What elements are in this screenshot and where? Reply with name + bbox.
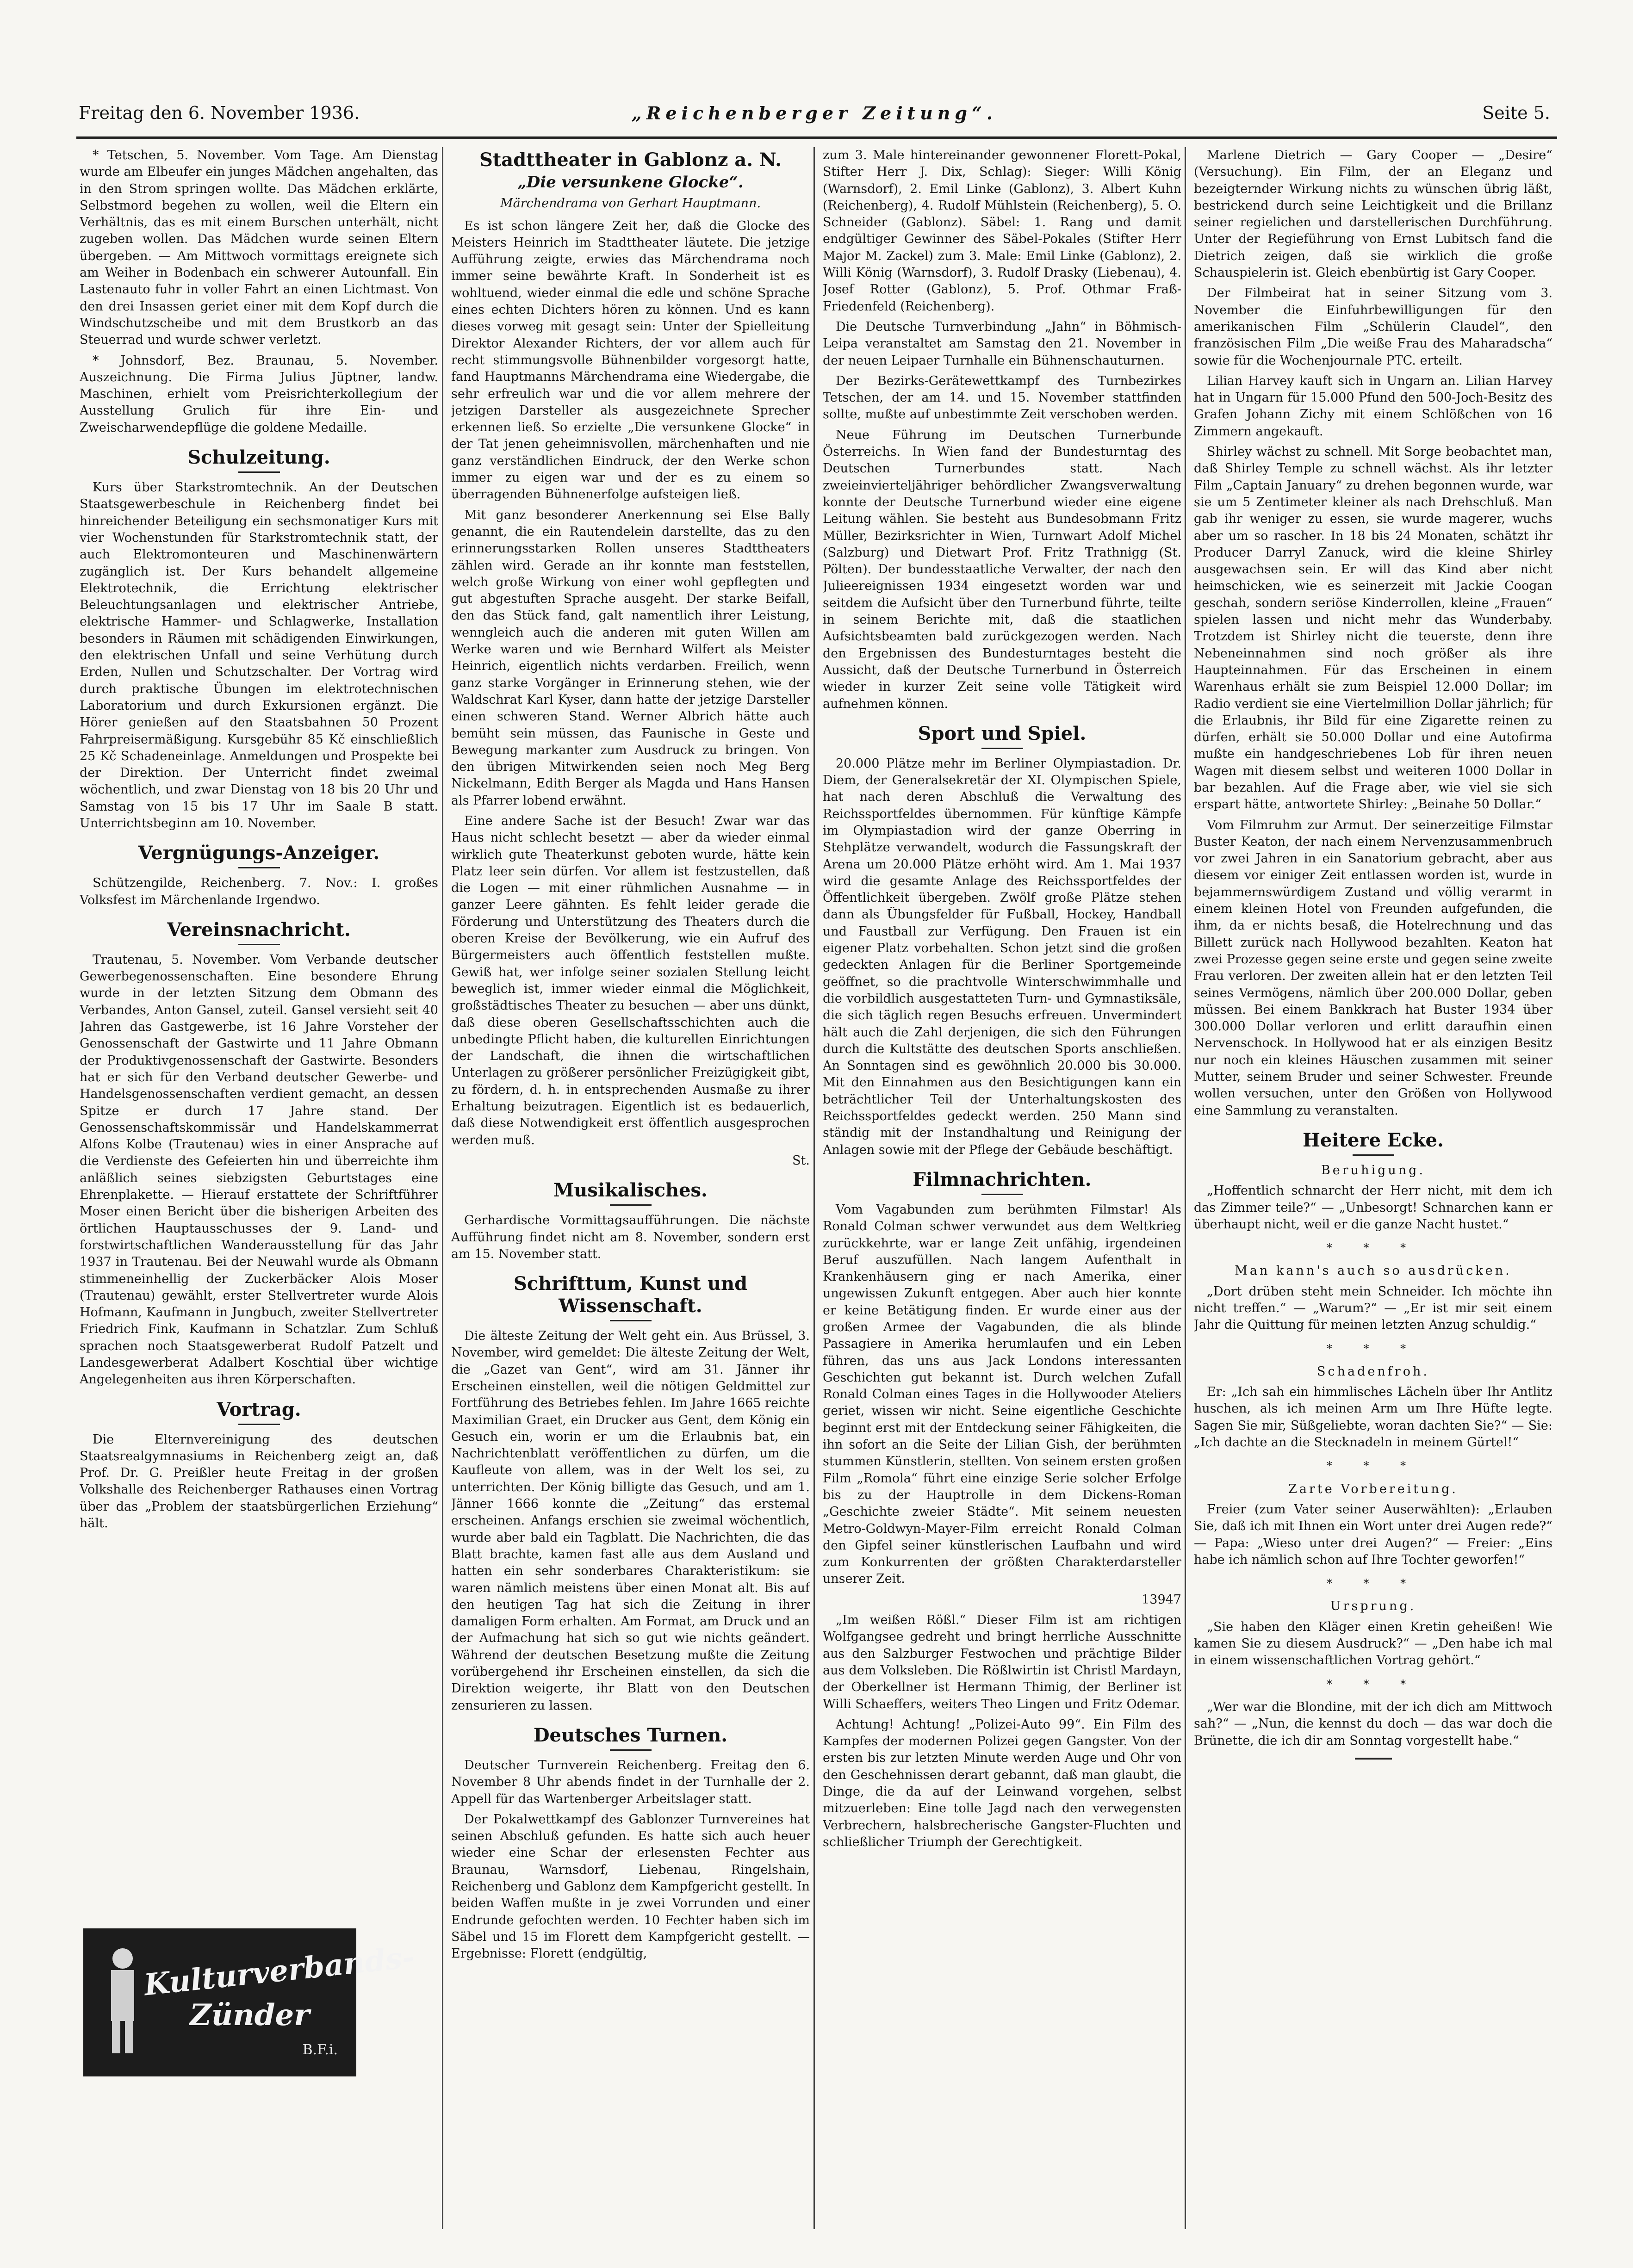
- header-paper-title: „Reichenberger Zeitung“.: [631, 103, 998, 124]
- separator-stars: * * *: [1326, 1577, 1420, 1590]
- article-olympiastadion: 20.000 Plätze mehr im Berliner Olympiastadion. Dr. Diem, der Generalsekretär der XI. Olympischen Spiele, hat nach deren Abschluß die Verwaltung des Reichssportfeldes übernommen. Für künftige Kämpfe im Olympiastadion wird der ganze Oberring in Stehplätze verwandelt, wodurch die Fassungskraft der Arena um 20.000 Plätze erhöht wird. Am 1. Mai 1937 wird die gesamte Anlage des Reichssportfeldes der Öffentlichkeit übergeben. Zwölf große Plätze stehen dann als Übungsfelder für Fußball, Hockey, Handball und Faustball zur Verfügung. Den Frauen ist ein eigener Platz vorbehalten. Schon jetzt sind die großen gedeckten Anlagen für die Berliner Sportgemeinde geöffnet, so die prachtvolle Winterschwimmhalle und die vorbildlich ausgestatteten Turn- und Gymnastiksäle, die sich täglich regen Besuchs erfreuen. Unvermindert hält auch die Zahl derjenigen, die sich den Führungen durch die Kultstätte des deutschen Sports anschließen. An Sonntagen sind es gewöhnlich 20.000 bis 30.000. Mit den Einnahmen aus den Besichtigungen kann ein beträchtlicher Teil der Unterhaltungskosten des Reichssportfeldes gedeckt werden. 250 Mann sind ständig mit der Instandhaltung und Reinigung der Anlagen sowie mit der Pflege der Gebäude beschäftigt.: [823, 756, 1181, 1157]
- theater-signature: St.: [792, 1153, 810, 1168]
- joke-text-3: Er: „Ich sah ein himmlisches Lächeln über Ihr Antlitz huschen, als ich meinen Arm um Ihre Hüfte legte. Sagen Sie mir, Süßgeliebte, woran dachten Sie?“ — Sie: „Ich dachte an die Stecknadeln in meinem Gürtel!“: [1194, 1385, 1552, 1450]
- joke-title-4: Zarte Vorbereitung.: [1288, 1481, 1458, 1496]
- section-rule: [981, 1194, 1023, 1195]
- article-trautenau: Trautenau, 5. November. Vom Verbande deutscher Gewerbegenossenschaften. Eine besondere Ehrung wurde in der letzten Sitzung dem Obmann des Verbandes, Anton Gansel, zuteil. Gansel versieht seit 40 Jahren das Gastgewerbe, ist 16 Jahre Vorsteher der Genossenschaft der Gastwirte und 11 Jahre Obmann der Produktivgenossenschaft der Gastwirte. Besonders hat er sich für den Verband deutscher Gewerbe- und Handelsgenossenschaften verdient gemacht, an dessen Spitze er durch 17 Jahre stand. Der Genossenschaftskommissär und Handelskammerrat Alfons Kolbe (Trautenau) wies in einer Ansprache auf die Verdienste des Gefeierten hin und überreichte ihm anläßlich seines siebzigsten Geburtstages eine Ehrenplakette. — Hierauf erstattete der Schriftführer Moser einen Bericht über die bisherigen Arbeiten des örtlichen Hauptausschusses der 9. Land- und forstwirtschaftlichen Wanderausstellung für das Jahr 1937 in Trautenau. Bei der Neuwahl wurde als Obmann stimmeneinhellig der Zuckerbäcker Alois Moser (Trautenau) gewählt, erster Stellvertreter wurde Alois Hofmann, Kaufmann in Jungbuch, zweiter Stellvertreter Friedrich Fink, Kaufmann in Schatzlar. Zum Schluß sprachen noch Staatsgewerberat Rudolf Patzelt und Landesgewerberat Adalbert Koschtial über wichtige Angelegenheiten aus ihren Körperschaften.: [80, 952, 438, 1387]
- theater-paragraph-3: Eine andere Sache ist der Besuch! Zwar war das Haus nicht schlecht besetzt — aber da wieder einmal wirklich gute Theaterkunst geboten wurde, hätte kein Platz leer sein dürfen. Vor allem ist festzustellen, daß die Logen — mit einer rühmlichen Ausnahme — in ganzer Leere gähnten. Es fehlt leider gerade die Förderung und Unterstützung des Theaters durch die oberen Kreise der Bevölkerung, wie ein Aufruf des Bürgermeisters auch öffentlich feststellen mußte. Gewiß hat, wer infolge seiner sozialen Stellung leicht beweglich ist, immer wieder einmal die Möglichkeit, großstädtisches Theater zu besuchen — aber uns dünkt, daß diese oberen Gesellschaftsschichten auch die unbedingte Pflicht haben, die kulturellen Einrichtungen der Landschaft, die ihnen die wirtschaftlichen Unterlagen zu größerer persönlicher Freizügigkeit gibt, zu fördern, d. h. in entsprechenden Ausmaße zu ihrer Erhaltung beizutragen. Eigentlich ist es bedauerlich, daß diese Notwendigkeit erst öffentlich ausgesprochen werden muß.: [451, 813, 810, 1147]
- section-title-sport: Sport und Spiel.: [918, 722, 1087, 744]
- header-date: Freitag den 6. November 1936.: [79, 103, 360, 123]
- advertisement-kulturverband: [83, 1928, 416, 2076]
- section-title-stadttheater: Stadttheater in Gablonz a. N.: [479, 149, 782, 171]
- column-rule: [813, 147, 815, 2229]
- section-title-verein: Vereinsnachricht.: [167, 918, 351, 941]
- article-jahn: Die Deutsche Turnverbindung „Jahn“ in Böhmisch-Leipa veranstaltet am Samstag den 21. November in der neuen Leipaer Turnhalle ein Bühnenschauturnen.: [823, 319, 1181, 368]
- article-harvey: Lilian Harvey kauft sich in Ungarn an. Lilian Harvey hat in Ungarn für 15.000 Pfund den 500-Joch-Besitz des Grafen Johann Zichy mit einem Schlößchen von 16 Zimmern angekauft.: [1194, 373, 1552, 439]
- section-rule: [610, 1204, 652, 1206]
- column-3: [823, 147, 1181, 2229]
- theater-paragraph-2: Mit ganz besonderer Anerkennung sei Else Bally genannt, die ein Rautendelein darstellte, das zu den erinnerungsstarken Rollen unseres Stadttheaters zählen wird. Gerade an ihr konnte man feststellen, welch große Wirkung von einer wohl gepflegten und gut abgestuften Sprache ausgeht. Der starke Beifall, den das Stück fand, galt namentlich ihrer Leistung, wenngleich auch die anderen mit guten Willen am Werke waren und wie Bernhard Wilfert als Meister Heinrich, eigentlich nichts verdarben. Freilich, wenn ganz starke Vorgänger in Erinnerung stehen, wie der Waldschrat Karl Kyser, dann hatte der jetzige Darsteller einen schweren Stand. Werner Albrich hätte auch bemüht sein müssen, das Faunische in Geste und Bewegung markanter zum Ausdruck zu bringen. Von den übrigen Mitwirkenden seien noch Meg Berg Nickelmann, Edith Berger als Magda und Hans Hansen als Pfarrer lobend erwähnt.: [451, 508, 810, 808]
- article-schuetzengilde: Schützengilde, Reichenberg. 7. Nov.: I. großes Volksfest im Märchenlande Irgendwo.: [80, 876, 438, 907]
- section-rule: [238, 471, 280, 473]
- section-rule: [1353, 1154, 1394, 1156]
- joke-title-1: Beruhigung.: [1321, 1163, 1426, 1177]
- section-title-musikalisches: Musikalisches.: [553, 1179, 708, 1202]
- section-title-vergnuegungs: Vergnügungs-Anzeiger.: [138, 842, 380, 864]
- section-title-schulzeitung: Schulzeitung.: [187, 446, 330, 469]
- joke-title-2: Man kann's auch so ausdrücken.: [1235, 1264, 1512, 1278]
- section-rule: [238, 944, 280, 945]
- joke-text-5: „Sie haben den Kläger einen Kretin geheißen! Wie kamen Sie zu diesem Ausdruck?“ — „Den habe ich mal in einem wissenschaftlichen Vortrag gehört.“: [1194, 1619, 1552, 1668]
- section-rule: [238, 867, 280, 868]
- separator-stars: * * *: [1326, 1459, 1420, 1473]
- section-title-schrifttum: Schrifttum, Kunst und Wissenschaft.: [513, 1273, 748, 1317]
- article-pokalwettkampf-continued: zum 3. Male hintereinander gewonnener Florett-Pokal, Stifter Herr J. Dix, Schlag): Sieger: Willi König (Warnsdorf), 2. Emil Linke (Gablonz), 3. Albert Kuhn (Reichenberg), 4. Rudolf Mühlstein (Reichenberg), 5. O. Schneider (Gablonz). Säbel: 1. Rang und damit endgültiger Gewinner des Säbel-Pokales (Stifter Herr Major M. Zackel) zum 3. Male: Emil Linke (Gablonz), 2. Willi König (Warnsdorf), 3. Rudolf Drasky (Liebenau), 4. Josef Rotter (Gablonz), 5. Prof. Othmar Fraß-Friedenfeld (Reichenberg).: [823, 148, 1181, 314]
- article-turnverein-reichenberg: Deutscher Turnverein Reichenberg. Freitag den 6. November 8 Uhr abends findet in der Turnhalle der 2. Appell für das Wartenberger Arbeitslager statt.: [451, 1758, 810, 1806]
- section-title-heitere-ecke: Heitere Ecke.: [1303, 1129, 1444, 1151]
- header-page-number: Seite 5.: [1482, 103, 1550, 123]
- article-geraetewettkampf: Der Bezirks-Gerätewettkampf des Turnbezirkes Tetschen, der am 14. und 15. November stattfinden sollte, mußte auf unbestimmte Zeit verschoben werden.: [823, 373, 1181, 422]
- section-title-turnen: Deutsches Turnen.: [533, 1724, 728, 1746]
- play-author: Märchendrama von Gerhart Hauptmann.: [500, 196, 761, 211]
- separator-stars: * * *: [1326, 1677, 1420, 1691]
- article-weisses-roessl: „Im weißen Rößl.“ Dieser Film ist am richtigen Wolfgangsee gedreht und bringt herrliche Ausschnitte aus den Salzburger Festwochen und prächtige Bilder aus dem Volksleben. Die Rößlwirtin ist Christl Mardayn, der Oberkellner ist Hermann Thimig, der Berliner ist Willi Schaeffers, weiters Theo Lingen und Fritz Odemar.: [823, 1613, 1181, 1711]
- separator-stars: * * *: [1326, 1241, 1420, 1255]
- theater-paragraph-1: Es ist schon längere Zeit her, daß die Glocke des Meisters Heinrich im Stadttheater läutete. Die jetzige Aufführung zeigte, erwies das Märchendrama noch immer seine bewährte Kraft. In Sonderheit ist es wohltuend, wieder einmal die edle und schöne Sprache eines echten Dichters hören zu können. Und es kann dieses vorweg mit gesagt sein: Unter der Spielleitung Direktor Alexander Richters, der vor allem auch für recht stimmungsvolle Bühnenbilder vorgesorgt hatte, fand Hauptmanns Märchendrama eine Wiedergabe, die sehr erfreulich war und die vor allem mehrere der jetzigen Darsteller als ausgezeichnete Sprecher erkennen ließ. So erzielte „Die versunkene Glocke“ in der Tat jenen geheimnisvollen, märchenhaften und nie ganz verständlichen Eindruck, der den Werke schon immer zu eigen war und der es zu einem so überragenden Bühnenerfolge aufsteigen ließ.: [451, 218, 810, 502]
- page-header: [79, 103, 1550, 135]
- article-starkstromtechnik: Kurs über Starkstromtechnik. An der Deutschen Staatsgewerbeschule in Reichenberg findet bei hinreichender Beteiligung ein sechsmonatiger Kurs mit vier Wochenstunden für Starkstromtechnik statt, der auch Elektromonteuren und Maschinenwärtern zugänglich ist. Der Kurs behandelt allgemeine Elektrotechnik, die Errichtung elektrischer Beleuchtungsanlagen und elektrischer Antriebe, elektrische Hammer- und Schlagwerke, Installation besonders in Räumen mit schädigenden Einwirkungen, den elektrischen Unfall und seine Verhütung durch Erden, Nullen und Schutzschalter. Der Vortrag wird durch praktische Übungen im elektrotechnischen Laboratorium und durch Exkursionen ergänzt. Die Hörer genießen auf den Staatsbahnen 50 Prozent Fahrpreisermäßigung. Kursgebühr 85 Kč einschließlich 25 Kč Schadeneinlage. Anmeldungen und Prospekte bei der Direktion. Der Unterricht findet zweimal wöchentlich, und zwar Dienstag von 18 bis 20 Uhr und Samstag von 15 bis 17 Uhr im Saale B statt. Unterrichtsbeginn am 10. November.: [80, 480, 438, 830]
- article-shirley: Shirley wächst zu schnell. Mit Sorge beobachtet man, daß Shirley Temple zu schnell wächst. Als ihr letzter Film „Captain January“ zu drehen begonnen wurde, war sie um 5 Zentimeter kleiner als nach Drehschluß. Man gab ihr weniger zu essen, sie wurde magerer, wuchs aber um so rascher. In 18 bis 24 Monaten, schätzt ihr Producer Darryl Zanuck, wird die kleine Shirley ausgewachsen sein. Er will das Kind aber nicht heimschicken, wie es seinerzeit mit Jackie Coogan geschah, sondern seriöse Kinderrollen, kleine „Frauen“ spielen lassen und nicht mehr das Wunderbaby. Trotzdem ist Shirley nicht die teuerste, denn ihre Nebeneinnahmen sind noch größer als ihre Haupteinnahmen. Für das Erscheinen in einem Warenhaus erhält sie zum Beispiel 12.000 Dollar; im Radio verdient sie eine Viertelmillion Dollar jährlich; für die Erlaubnis, ihr Bild für eine Zigarette reinen zu dürfen, erhält sie 50.000 Dollar und eine Autofirma mußte ein handgeschriebenes Lob für ihren neuen Wagen mit diesem selbst und weiteren 1000 Dollar in bar bezahlen. Auf die Frage aber, wie viel sie sich erspart hätte, antwortete Shirley: „Beinahe 50 Dollar.“: [1194, 445, 1552, 812]
- column-2: [451, 147, 810, 2229]
- section-rule: [981, 748, 1023, 749]
- article-turnerbund-oesterreich: Neue Führung im Deutschen Turnerbunde Österreichs. In Wien fand der Bundesturntag des Deutschen Turnerbundes statt. Nach zweieinvierteljähriger behördlicher Zwangsverwaltung konnte der Deutsche Turnerbund wieder eine eigene Leitung wählen. Sie besteht aus Bundesobmann Fritz Müller, Bezirksrichter in Wien, Turnwart Adolf Michel (Salzburg) und Dietwart Prof. Fritz Trathnigg (St. Pölten). Der bundesstaatliche Verwalter, der nach den Julieereignissen 1934 eingesetzt worden war und seitdem die Aufsicht über den Turnerbund führte, teilte in seinem Berichte mit, daß die staatlichen Aufsichtsbeamten bald zurückgezogen werden. Nach den Ergebnissen des Bundesturntages besteht die Aussicht, daß der Deutsche Turnerbund in Österreich wieder in kurzer Zeit seine volle Tätigkeit wird aufnehmen können.: [823, 428, 1181, 711]
- section-title-vortrag: Vortrag.: [217, 1398, 301, 1420]
- column-rule: [442, 147, 443, 2229]
- article-dietrich-cooper: Marlene Dietrich — Gary Cooper — „Desire“ (Versuchung). Ein Film, der an Eleganz und bezeigternder Wirkung nichts zu wünschen übrig läßt, bestrickend durch seine Leichtigkeit und die Brillanz seiner regielichen und darstellerischen Durchführung. Unter der Regieführung von Ernst Lubitsch fand die Dietrich zeigen, daß sie wirklich die große Schauspielerin ist. Gleich ebenbürtig ist Gary Cooper.: [1194, 148, 1552, 280]
- article-tetschen: * Tetschen, 5. November. Vom Tage. Am Dienstag wurde am Elbeufer ein junges Mädchen angehalten, das in den Strom springen wollte. Das Mädchen erklärte, Selbstmord begehen zu wollen, weil die Eltern ein Verhältnis, das es mit einem Burschen unterhält, nicht zugeben wollen. Das Mädchen wurde seinen Eltern übergeben. — Am Mittwoch vormittags ereignete sich am Weiher in Bodenbach ein schwerer Autounfall. Ein Lastenauto fuhr in voller Fahrt an einen Lichtmast. Von den drei Insassen geriet einer mit dem Kopf durch die Windschutzscheibe und mit dem Brustkorb an das Steuerrad und wurde schwer verletzt.: [80, 148, 438, 347]
- article-keaton: Vom Filmruhm zur Armut. Der seinerzeitige Filmstar Buster Keaton, der nach einem Nervenzusammenbruch vor zwei Jahren in ein Sanatorium gebracht, aber aus diesem vor einiger Zeit entlassen worden ist, wurde in bejammernswürdigem Zustand und völlig verarmt in einem kleinen Hotel von Freunden aufgefunden, die ihm, da er nichts besaß, die Hotelrechnung und das Billett zurück nach Hollywood bezahlten. Keaton hat zwei Prozesse gegen seine erste und gegen seine zweite Frau verloren. Der zweiten allein hat er den letzten Teil seines Vermögens, nämlich über 200.000 Dollar, geben müssen. Bei einem Bankkrach hat Buster 1934 über 300.000 Dollar verloren und erlitt daraufhin einen Nervenschock. In Hollywood hat er als einzigen Besitz nur noch ein kleines Häuschen zusammen mit seiner Mutter, seinem Bruder und seiner Schwester. Freunde wollen versuchen, unter den Größen von Hollywood eine Sammlung zu veranstalten.: [1194, 818, 1552, 1118]
- column-1: [80, 147, 438, 2229]
- ad-mark: B.F.i.: [302, 2042, 338, 2058]
- article-aelteste-zeitung: Die älteste Zeitung der Welt geht ein. Aus Brüssel, 3. November, wird gemeldet: Die älteste Zeitung der Welt, die „Gazet van Gent“, wird am 31. Jänner ihr Erscheinen einstellen, weil die nötigen Geldmittel zur Fortführung des Betriebes fehlen. Im Jahre 1665 reichte Maximilian Graet, ein Drucker aus Gent, dem König ein Gesuch ein, worin er um die Erlaubnis bat, ein Nachrichtenblatt veröffentlichen zu dürfen, um die Kaufleute von allem, was in der Welt los sei, zu unterrichten. Der König billigte das Gesuch, und am 1. Jänner 1666 konnte die „Zeitung“ das erstemal erscheinen. Anfangs erschien sie zweimal wöchentlich, wurde aber bald ein Tagblatt. Die Nachrichten, die das Blatt brachte, kamen fast alle aus dem Ausland und hatten ein sehr sonderbares Charakteristikum: sie waren nämlich meistens über einen Monat alt. Bis auf den heutigen Tag hat sich die Zeitung in ihrer damaligen Form erhalten. Am Format, am Druck und an der Aufmachung hat sich so gut wie nichts geändert. Während der deutschen Besetzung mußte die Zeitung vorübergehend ihr Erscheinen einstellen, da sich die Direktion weigerte, ihr Blatt von den Deutschen zensurieren zu lassen.: [451, 1329, 810, 1713]
- article-vortrag: Die Elternvereinigung des deutschen Staatsrealgymnasiums in Reichenberg zeigt an, daß Prof. Dr. G. Preißler heute Freitag in der großen Volkshalle des Reichenberger Rathauses einen Vortrag über das „Problem der staatsbürgerlichen Erziehung“ hält.: [80, 1432, 438, 1531]
- play-title: „Die versunkene Glocke“.: [517, 173, 744, 192]
- article-polizei-auto: Achtung! Achtung! „Polizei-Auto 99“. Ein Film des Kampfes der modernen Polizei gegen Gangster. Von der ersten bis zur letzten Minute werden Auge und Ohr von den Geschehnissen derart gebannt, daß man glaubt, die Dinge, die da auf der Leinwand vorgehen, selbst mitzuerleben: Eine tolle Jagd nach den verwegensten Verbrechern, halsbrecherische Gangster-Fluchten und schließlicher Triumph der Gerechtigkeit.: [823, 1717, 1181, 1849]
- article-filmbeirat: Der Filmbeirat hat in seiner Sitzung vom 3. November die Einfuhrbewilligungen für den amerikanischen Film „Schülerin Claudel“, den französischen Film „Die weiße Frau des Maharadscha“ sowie für die Wochenjournale PTC. erteilt.: [1194, 286, 1552, 368]
- article-colman: Vom Vagabunden zum berühmten Filmstar! Als Ronald Colman schwer verwundet aus dem Weltkrieg zurückkehrte, war er lange Zeit unfähig, irgendeinen Beruf auszufüllen. Nach langem Aufenthalt in Krankenhäusern ging er nach Amerika, einer ungewissen Zukunft entgegen. Aber auch hier konnte er keine Betätigung finden. Er wurde einer aus der großen Armee der Vagabunden, die als blinde Passagiere in Amerika herumlaufen und ein Leben führen, das uns aus Jack Londons interessanten Geschichten gut bekannt ist. Durch welchen Zufall Ronald Colman eines Tages in die Hollywooder Ateliers geriet, wissen wir nicht. Seine eigentliche Geschichte beginnt erst mit der Entdeckung seiner Fähigkeiten, die ihn sofort an die Seite der Lilian Gish, der berühmten stummen Künstlerin, stellten. Von seinem ersten großen Film „Romola“ führt eine einzige Serie solcher Erfolge bis zu der Hauptrolle in dem Dickens-Roman „Geschichte zweier Städte“. Mit seinem neuesten Metro-Goldwyn-Mayer-Film erreicht Ronald Colman den Gipfel seiner künstlerischen Laufbahn und wird zum Konkurrenten der größten Charakterdarsteller unserer Zeit.: [823, 1202, 1181, 1586]
- section-title-film: Filmnachrichten.: [913, 1168, 1092, 1190]
- ad-text-line2: Zünder: [190, 1998, 310, 2033]
- section-rule: [610, 1320, 652, 1321]
- joke-text-6: „Wer war die Blondine, mit der ich dich am Mittwoch sah?“ — „Nun, die kennst du doch — das war doch die Brünette, die ich dir am Sonntag vorgestellt habe.“: [1194, 1699, 1552, 1748]
- article-johnsdorf: * Johnsdorf, Bez. Braunau, 5. November. Auszeichnung. Die Firma Julius Jüptner, landw. Maschinen, erhielt vom Preisrichterkollegium der Ausstellung Grulich für ihre Ein- und Zweischarwendepflüge die goldene Medaille.: [80, 353, 438, 435]
- joke-text-1: „Hoffentlich schnarcht der Herr nicht, mit dem ich das Zimmer teile?“ — „Unbesorgt! Schnarchen kann er überhaupt nicht, weil er die ganze Nacht hustet.“: [1194, 1184, 1552, 1232]
- joke-text-4: Freier (zum Vater seiner Auserwählten): „Erlauben Sie, daß ich mit Ihnen ein Wort unter drei Augen rede?“ — Papa: „Wieso unter drei Augen?“ — Freier: „Eins habe ich nämlich schon auf Ihre Tochter geworfen!“: [1194, 1502, 1552, 1567]
- column-4: [1194, 147, 1552, 2229]
- article-number: 13947: [1142, 1592, 1181, 1607]
- ad-text-line1: Kulturverbands-: [142, 1940, 416, 2003]
- section-rule: [238, 1424, 280, 1425]
- column-rule: [1185, 147, 1186, 2229]
- joke-title-5: Ursprung.: [1330, 1599, 1416, 1614]
- section-rule: [610, 1749, 652, 1751]
- end-rule: [1355, 1758, 1392, 1760]
- separator-stars: * * *: [1326, 1342, 1420, 1355]
- joke-text-2: „Dort drüben steht mein Schneider. Ich möchte ihn nicht treffen.“ — „Warum?“ — „Er ist mir seit einem Jahr die Quittung für meinen letzten Anzug schuldig.“: [1194, 1284, 1552, 1332]
- figure-illustration: [97, 1942, 148, 2058]
- header-rule: [76, 136, 1557, 139]
- article-vormittagsauffuehrungen: Gerhardische Vormittagsaufführungen. Die nächste Aufführung findet nicht am 8. November, sondern erst am 15. November statt.: [451, 1213, 810, 1261]
- joke-title-3: Schadenfroh.: [1317, 1364, 1429, 1379]
- article-pokalwettkampf: Der Pokalwettkampf des Gablonzer Turnvereines hat seinen Abschluß gefunden. Es hatte sich auch heuer wieder eine Schar der erlesensten Fechter aus Braunau, Warnsdorf, Liebenau, Ringelshain, Reichenberg und Gablonz dem Kampfgericht gestellt. In beiden Waffen mußte in je zwei Vorrunden und einer Endrunde gefochten werden. 10 Fechter haben sich im Säbel und 15 im Florett dem Kampfgericht gestellt. — Ergebnisse: Florett (endgültig,: [451, 1812, 810, 1961]
